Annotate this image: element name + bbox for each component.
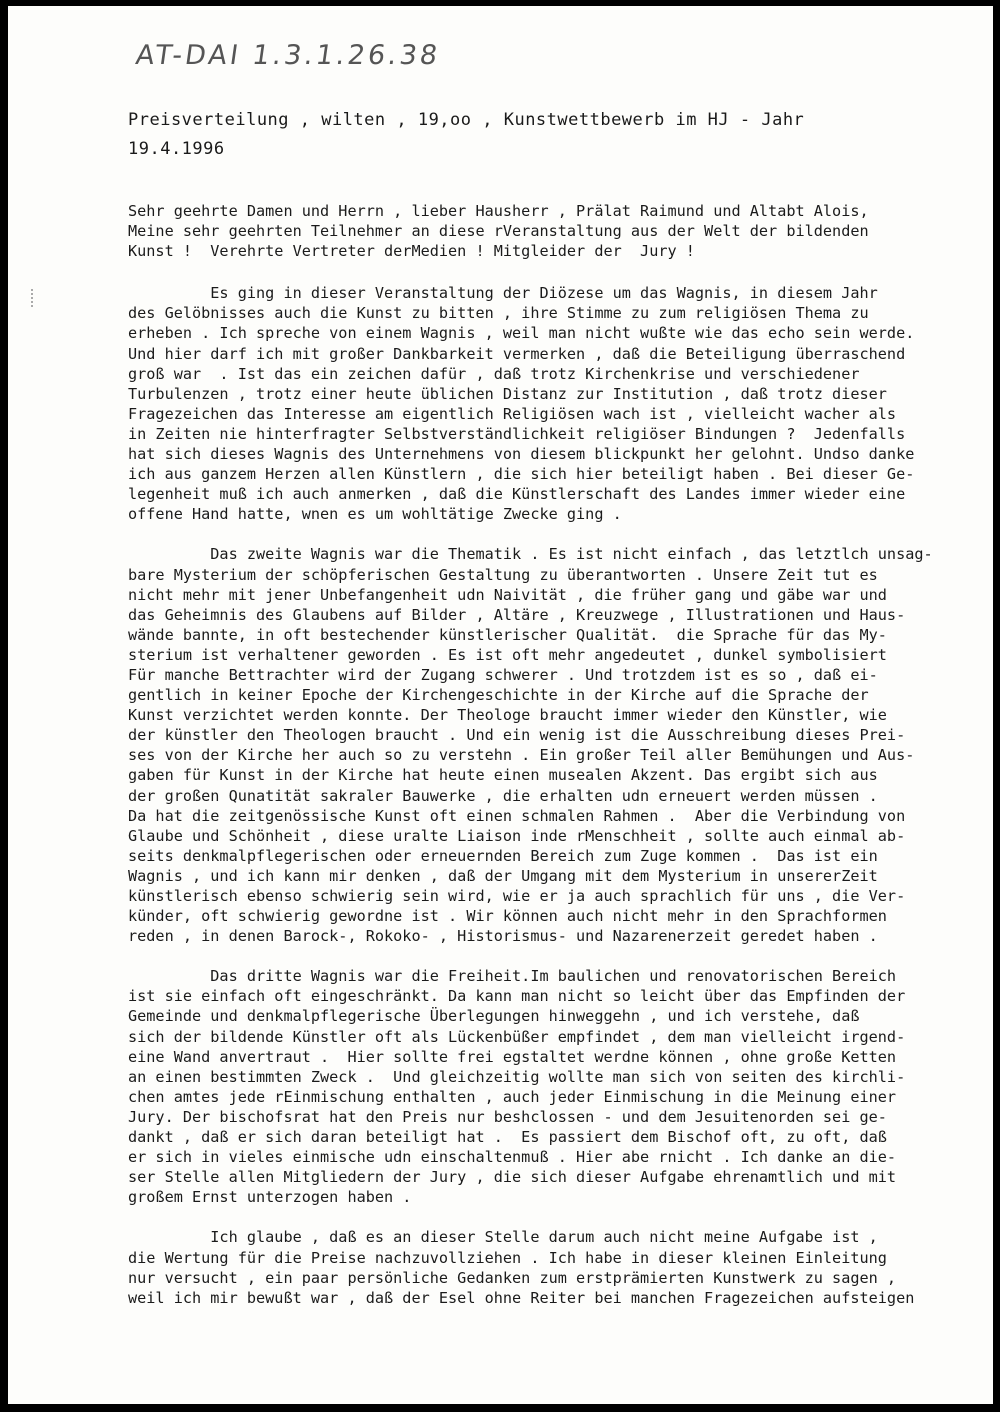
text-line: ses von der Kirche her auch so zu verstehn . Ein großer Teil aller Bemühungen und Aus- — [128, 746, 915, 765]
text-line: Gemeinde und denkmalpflegerische Überlegungen hinweggehn , und ich verstehe, daß — [128, 1007, 860, 1026]
text-line: reden , in denen Barock-, Rokoko- , Historismus- und Nazarenerzeit geredet haben . — [128, 927, 878, 946]
text-line: Fragezeichen das Interesse am eigentlich Religiösen wach ist , vielleicht wacher als — [128, 404, 897, 423]
text-line: das Geheimnis des Glaubens auf Bilder , Altäre , Kreuzwege , Illustrationen und Haus- — [128, 605, 906, 624]
text-line: der großen Qunatität sakraler Bauwerke , die erhalten udn erneuert werden müssen . — [128, 786, 878, 805]
text-line: dankt , daß er sich daran beteiligt hat . Es passiert dem Bischof oft, zu oft, daß — [128, 1128, 887, 1147]
text-line: eine Wand anvertraut . Hier sollte frei egstaltet werdne können , ohne große Ketten — [128, 1047, 897, 1066]
text-line: gentlich in keiner Epoche der Kirchengeschichte in der Kirche auf die Sprache der — [128, 686, 869, 705]
text-line: die Wertung für die Preise nachzuvollziehen . Ich habe in dieser kleinen Einleitung — [128, 1248, 887, 1267]
text-line: Glaube und Schönheit , diese uralte Liaison inde rMenschheit , sollte auch einmal ab- — [128, 826, 906, 845]
text-line: ich aus ganzem Herzen allen Künstlern , die sich hier beteiligt haben . Bei dieser Ge- — [128, 465, 915, 484]
text-line: bare Mysterium der schöpferischen Gestaltung zu überantworten . Unsere Zeit tut es — [128, 565, 878, 584]
text-line: legenheit muß ich auch anmerken , daß die Künstlerschaft des Landes immer wieder eine — [128, 485, 906, 504]
document-header — [128, 106, 804, 164]
text-line: Das dritte Wagnis war die Freiheit.Im baulichen und renovatorischen Bereich — [128, 967, 897, 986]
text-line: weil ich mir bewußt war , daß der Esel ohne Reiter bei manchen Fragezeichen aufsteigen — [128, 1288, 915, 1307]
text-line: Turbulenzen , trotz einer heute üblichen Distanz zur Institution , daß trotz dieser — [128, 384, 887, 403]
text-line: sterium ist verhaltener geworden . Es ist oft mehr angedeutet , dunkel symbolisiert — [128, 645, 887, 664]
body-paragraph — [128, 544, 993, 946]
text-line: chen amtes jede rEinmischung enthalten , auch jeder Einmischung in die Meinung einer — [128, 1087, 897, 1106]
text-line: Ich glaube , daß es an dieser Stelle darum auch nicht meine Aufgabe ist , — [128, 1228, 878, 1247]
text-line: Kunst ! Verehrte Vertreter derMedien ! Mitgleider der Jury ! — [128, 242, 695, 261]
text-line: Das zweite Wagnis war die Thematik . Es ist nicht einfach , das letztlch unsag- — [128, 545, 933, 564]
body-paragraph — [128, 283, 993, 524]
text-line: in Zeiten nie hinterfragter Selbstverständlichkeit religiöser Bindungen ? Jedenfalls — [128, 424, 906, 443]
text-line: nicht mehr mit jener Unbefangenheit udn Naivität , die früher gang und gäbe war und — [128, 585, 887, 604]
text-line: Es ging in dieser Veranstaltung der Diözese um das Wagnis, in diesem Jahr — [128, 284, 878, 303]
document-body — [128, 201, 993, 1328]
text-line: nur versucht , ein paar persönliche Gedanken zum erstprämierten Kunstwerk zu sagen , — [128, 1268, 897, 1287]
text-line: seits denkmalpflegerischen oder erneuernden Bereich zum Zuge kommen . Das ist ein — [128, 846, 878, 865]
text-line: hat sich dieses Wagnis des Unternehmens von diesem blickpunkt her gelohnt. Undso danke — [128, 445, 915, 464]
header-date: 19.4.1996 — [128, 139, 225, 159]
text-line: ser Stelle allen Mitgliedern der Jury , die sich dieser Aufgabe ehrenamtlich und mit — [128, 1168, 897, 1187]
text-line: erheben . Ich spreche von einem Wagnis , weil man nicht wußte wie das echo sein werde. — [128, 324, 915, 343]
text-line: Wagnis , und ich kann mir denken , daß der Umgang mit dem Mysterium in unsererZeit — [128, 866, 878, 885]
salutation-paragraph — [128, 201, 993, 261]
archive-signature: AT-DAI 1.3.1.26.38 — [133, 40, 443, 71]
text-line: künder, oft schwierig gewordne ist . Wir können auch nicht mehr in den Sprachformen — [128, 907, 887, 926]
text-line: gaben für Kunst in der Kirche hat heute einen musealen Akzent. Das ergibt sich aus — [128, 766, 878, 785]
text-line: ist sie einfach oft eingeschränkt. Da kann man nicht so leicht über das Empfinden der — [128, 987, 906, 1006]
text-line: an einen bestimmten Zweck . Und gleichzeitig wollte man sich von seiten des kirchli- — [128, 1067, 906, 1086]
body-paragraph — [128, 1227, 993, 1307]
text-line: des Gelöbnisses auch die Kunst zu bitten , ihre Stimme zu zum religiösen Thema zu — [128, 304, 869, 323]
text-line: Sehr geehrte Damen und Herrn , lieber Hausherr , Prälat Raimund und Altabt Alois, — [128, 202, 869, 220]
text-line: offene Hand hatte, wnen es um wohltätige Zwecke ging . — [128, 505, 622, 524]
text-line: Jury. Der bischofsrat hat den Preis nur beshclossen - und dem Jesuitenorden sei ge- — [128, 1107, 887, 1126]
text-line: er sich in vieles einmische udn einschaltenmuß . Hier abe rnicht . Ich danke an die- — [128, 1148, 897, 1167]
text-line: wände bannte, in oft bestechender künstlerischer Qualität. die Sprache für das My- — [128, 625, 887, 644]
text-line: Da hat die zeitgenössische Kunst oft einen schmalen Rahmen . Aber die Verbindung von — [128, 806, 906, 825]
text-line: Kunst verzichtet werden konnte. Der Theologe braucht immer wieder den Künstler, wie — [128, 706, 887, 725]
scan-mark — [31, 289, 37, 307]
text-line: künstlerisch ebenso schwierig sein wird, wie er ja auch sprachlich für uns , die Ver- — [128, 887, 906, 905]
header-title-line: Preisverteilung , wilten , 19,oo , Kunstwettbewerb im HJ - Jahr — [128, 110, 805, 130]
text-line: großem Ernst unterzogen haben . — [128, 1188, 412, 1207]
body-paragraph — [128, 966, 993, 1207]
text-line: groß war . Ist das ein zeichen dafür , daß trotz Kirchenkrise und verschiedener — [128, 364, 860, 383]
text-line: sich der bildende Künstler oft als Lückenbüßer empfindet , dem man vielleicht irgend- — [128, 1027, 906, 1046]
document-page — [8, 6, 993, 1404]
text-line: der künstler den Theologen braucht . Und ein wenig ist die Ausschreibung dieses Prei- — [128, 726, 906, 745]
text-line: Für manche Bettrachter wird der Zugang schwerer . Und trotzdem ist es so , daß ei- — [128, 665, 878, 684]
text-line: Und hier darf ich mit großer Dankbarkeit vermerken , daß die Beteiligung überraschend — [128, 344, 906, 363]
text-line: Meine sehr geehrten Teilnehmer an diese rVeranstaltung aus der Welt der bildenden — [128, 222, 869, 241]
